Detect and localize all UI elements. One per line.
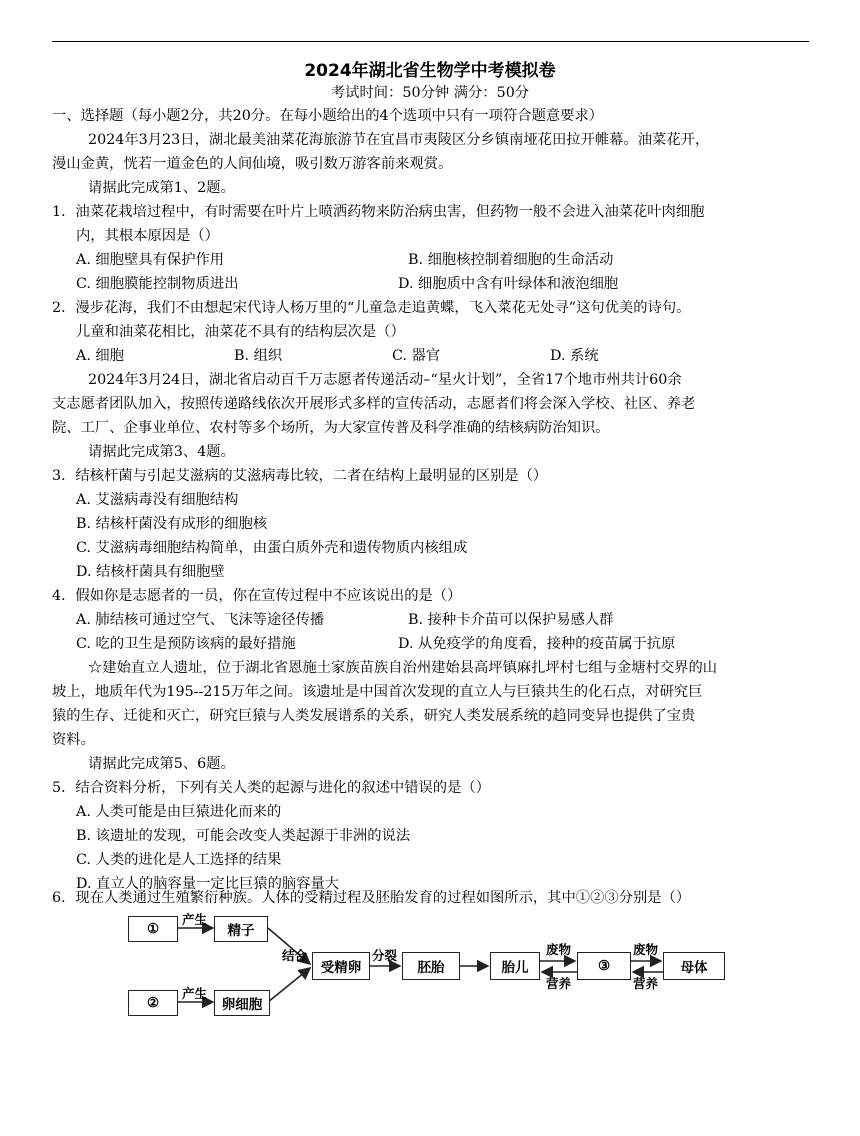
passage-3-prompt: 请据此完成第5、6题。 — [88, 756, 235, 772]
q5-option-a: A. 人类可能是由巨猿进化而来的 — [76, 804, 282, 820]
q4-option-d: D. 从免疫学的角度看，接种的疫苗属于抗原 — [398, 636, 676, 652]
q1-option-d: D. 细胞质中含有叶绿体和液泡细胞 — [398, 276, 619, 292]
label-nutrition-2: 营养 — [633, 976, 659, 991]
passage-2-line-2: 支志愿者团队加入，按照传递路线依次开展形式多样的宣传活动，志愿者们将会深入学校、社区、养老 — [52, 396, 696, 412]
q4-option-c: C. 吃的卫生是预防该病的最好措施 — [76, 636, 296, 652]
node-fetus: 胎儿 — [490, 952, 540, 980]
q2-stem-1: 2．漫步花海，我们不由想起宋代诗人杨万里的“儿童急走追黄蝶，飞入菜花无处寻”这句优美的诗句。 — [52, 300, 691, 316]
q1-stem-1: 1．油菜花栽培过程中，有时需要在叶片上喷洒药物来防治病虫害，但药物一般不会进入油菜花叶肉细胞 — [52, 204, 705, 220]
passage-2-prompt: 请据此完成第3、4题。 — [88, 444, 235, 460]
q3-stem: 3．结核杆菌与引起艾滋病的艾滋病毒比较，二者在结构上最明显的区别是（） — [52, 468, 548, 484]
passage-3-line-2: 坡上，地质年代为195--215万年之间。该遗址是中国首次发现的直立人与巨猿共生的化石点，对研究巨 — [52, 684, 703, 700]
label-combine: 结合 — [282, 948, 308, 963]
q2-option-a: A. 细胞 — [76, 348, 125, 364]
node-2: ② — [128, 990, 178, 1016]
q2-option-d: D. 系统 — [550, 348, 599, 364]
section-heading: 一、选择题（每小题2分，共20分。在每小题给出的4个选项中只有一项符合题意要求） — [52, 108, 604, 124]
passage-2-line-3: 院、工厂、企事业单位、农村等多个场所，为大家宣传普及科学准确的结核病防治知识。 — [52, 420, 610, 436]
label-divide: 分裂 — [372, 948, 398, 963]
q3-option-d: D. 结核杆菌具有细胞壁 — [76, 564, 225, 580]
passage-2-line-1: 2024年3月24日，湖北省启动百千万志愿者传递活动–“星火计划”，全省17个地市州共计60余 — [88, 372, 682, 388]
q5-stem: 5．结合资料分析，下列有关人类的起源与进化的叙述中错误的是（） — [52, 780, 490, 796]
fertilization-diagram — [128, 908, 748, 1028]
node-zygote: 受精卵 — [312, 952, 370, 980]
passage-3-line-3: 猿的生存、迁徙和灭亡，研究巨猿与人类发展谱系的关系，研究人类发展系统的趋同变异也提供了宝贵 — [52, 708, 696, 724]
node-1: ① — [128, 916, 178, 942]
q1-option-b: B. 细胞核控制着细胞的生命活动 — [408, 252, 614, 268]
q1-option-a: A. 细胞壁具有保护作用 — [76, 252, 225, 268]
q3-option-c: C. 艾滋病毒细胞结构简单，由蛋白质外壳和遗传物质内核组成 — [76, 540, 468, 556]
passage-3-line-1: ☆建始直立人遗址，位于湖北省恩施土家族苗族自治州建始县高坪镇麻扎坪村七组与金塘村交界的山 — [88, 660, 718, 676]
q3-option-a: A. 艾滋病毒没有细胞结构 — [76, 492, 239, 508]
page-title: 2024年湖北省生物学中考模拟卷 — [304, 61, 556, 81]
passage-1-line-2: 漫山金黄，恍若一道金色的人间仙境，吸引数万游客前来观赏。 — [52, 156, 453, 172]
exam-info: 考试时间：50分钟 满分：50分 — [330, 85, 530, 101]
q5-option-b: B. 该遗址的发现，可能会改变人类起源于非洲的说法 — [76, 828, 411, 844]
label-produce-2: 产生 — [182, 986, 208, 1001]
node-3: ③ — [577, 952, 631, 980]
label-waste-2: 废物 — [633, 942, 659, 957]
label-produce-1: 产生 — [182, 912, 208, 927]
node-egg: 卵细胞 — [214, 990, 270, 1016]
q2-option-c: C. 器官 — [392, 348, 441, 364]
q4-option-b: B. 接种卡介苗可以保护易感人群 — [408, 612, 614, 628]
top-rule — [52, 41, 809, 42]
label-nutrition-1: 营养 — [546, 976, 572, 991]
q4-option-a: A. 肺结核可通过空气、飞沫等途径传播 — [76, 612, 325, 628]
q1-option-c: C. 细胞膜能控制物质进出 — [76, 276, 239, 292]
q6-stem: 6．现在人类通过生殖繁衍种族。人体的受精过程及胚胎发育的过程如图所示，其中①②③分别是（） — [52, 890, 691, 906]
q1-stem-2: 内，其根本原因是（） — [76, 228, 219, 244]
q2-stem-2: 儿童和油菜花相比，油菜花不具有的结构层次是（） — [76, 324, 405, 340]
passage-1-prompt: 请据此完成第1、2题。 — [88, 180, 235, 196]
passage-3-line-4: 资料。 — [52, 732, 95, 748]
passage-1-line-1: 2024年3月23日，湖北最美油菜花海旅游节在宜昌市夷陵区分乡镇南垭花田拉开帷幕。油菜花开， — [88, 132, 710, 148]
node-sperm: 精子 — [214, 916, 268, 942]
label-waste-1: 废物 — [546, 942, 572, 957]
q2-option-b: B. 组织 — [234, 348, 283, 364]
q5-option-c: C. 人类的进化是人工选择的结果 — [76, 852, 282, 868]
node-mother: 母体 — [663, 952, 725, 980]
q3-option-b: B. 结核杆菌没有成形的细胞核 — [76, 516, 268, 532]
node-embryo: 胚胎 — [402, 952, 460, 980]
q5-option-d: D. 直立人的脑容量一定比巨猿的脑容量大 — [76, 876, 340, 892]
q4-stem: 4．假如你是志愿者的一员，你在宣传过程中不应该说出的是（） — [52, 588, 462, 604]
